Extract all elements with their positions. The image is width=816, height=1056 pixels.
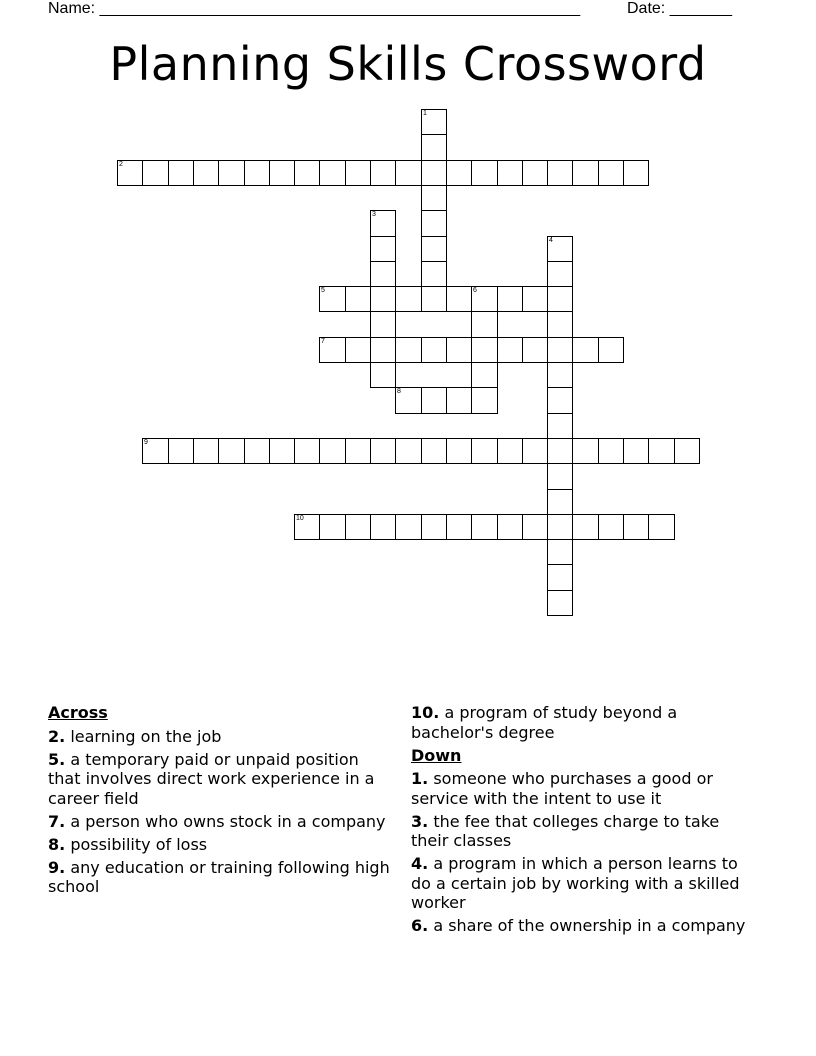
clue-number: 1.: [411, 769, 429, 788]
cell-number: 7: [321, 338, 325, 345]
crossword-cell[interactable]: [522, 160, 548, 186]
cell-number: 9: [144, 439, 148, 446]
crossword-cell[interactable]: [547, 514, 573, 540]
clue-down-4: [411, 854, 761, 913]
clue-text: a person who owns stock in a company: [70, 811, 386, 831]
clues-right-column: [411, 703, 761, 939]
crossword-cell[interactable]: [319, 160, 346, 186]
crossword-cell[interactable]: [572, 438, 599, 464]
crossword-cell[interactable]: [269, 160, 295, 186]
crossword-cell[interactable]: [572, 337, 599, 363]
clue-number: 2.: [48, 726, 66, 746]
cell-number: 1: [423, 110, 427, 117]
crossword-cell[interactable]: [395, 387, 422, 414]
cell-number: 5: [321, 287, 325, 294]
clue-text: possibility of loss: [70, 834, 208, 854]
crossword-cell[interactable]: [319, 514, 346, 540]
crossword-cell[interactable]: [421, 438, 447, 464]
clue-number: 6.: [411, 916, 429, 935]
crossword-cell[interactable]: [497, 160, 523, 186]
crossword-cell[interactable]: [547, 438, 573, 464]
crossword-cell[interactable]: [547, 236, 573, 262]
crossword-cell[interactable]: [598, 160, 624, 186]
crossword-cell[interactable]: [168, 160, 194, 186]
crossword-cell[interactable]: [370, 286, 396, 312]
crossword-cell[interactable]: [497, 286, 523, 312]
crossword-cell[interactable]: [623, 438, 649, 464]
crossword-cell[interactable]: [193, 160, 219, 186]
crossword-cell[interactable]: [395, 438, 422, 464]
crossword-cell[interactable]: [345, 286, 371, 312]
crossword-cell[interactable]: [674, 438, 700, 464]
crossword-cell[interactable]: [421, 261, 447, 287]
crossword-cell[interactable]: [547, 160, 573, 186]
crossword-cell[interactable]: [598, 438, 624, 464]
cell-number: 8: [397, 388, 401, 395]
crossword-cell[interactable]: [168, 438, 194, 464]
clue-down-3: [411, 812, 761, 851]
crossword-cell[interactable]: [370, 311, 396, 338]
crossword-cell[interactable]: [471, 311, 498, 338]
cell-number: 4: [549, 237, 553, 244]
crossword-cell[interactable]: [142, 438, 169, 464]
cell-number: 3: [372, 211, 376, 218]
clue-text: a share of the ownership in a company: [433, 916, 746, 935]
crossword-cell[interactable]: [193, 438, 219, 464]
clue-text: a program in which a person learns to do a certain job by working with a skilled worker: [411, 854, 740, 912]
crossword-cell[interactable]: [370, 438, 396, 464]
crossword-cell[interactable]: [471, 337, 498, 363]
clue-number: 10.: [411, 703, 440, 722]
crossword-cell[interactable]: [345, 337, 371, 363]
crossword-cell[interactable]: [421, 210, 447, 237]
clue-text: a program of study beyond a bachelor's degree: [411, 703, 678, 742]
crossword-cell[interactable]: [547, 337, 573, 363]
crossword-cell[interactable]: [244, 160, 270, 186]
crossword-cell[interactable]: [623, 514, 649, 540]
crossword-cell[interactable]: [117, 160, 143, 186]
crossword-cell[interactable]: [648, 438, 675, 464]
crossword-cell[interactable]: [294, 160, 320, 186]
clue-across-9: [48, 858, 393, 897]
cell-number: 2: [119, 161, 123, 168]
crossword-cell[interactable]: [547, 564, 573, 591]
down-clue-list: [411, 769, 761, 936]
crossword-cell[interactable]: [421, 185, 447, 211]
clue-text: any education or training following high school: [48, 857, 390, 896]
crossword-cell[interactable]: [522, 514, 548, 540]
crossword-cell[interactable]: [345, 438, 371, 464]
crossword-cell[interactable]: [471, 514, 498, 540]
cell-number: 6: [473, 287, 477, 294]
crossword-cell[interactable]: [218, 160, 245, 186]
down-heading: Down: [411, 745, 462, 765]
cell-number: 10: [296, 515, 304, 522]
crossword-cell[interactable]: [421, 236, 447, 262]
crossword-cell[interactable]: [395, 160, 422, 186]
crossword-cell[interactable]: [421, 337, 447, 363]
clue-text: someone who purchases a good or service with the intent to use it: [411, 769, 713, 808]
crossword-cell[interactable]: [572, 514, 599, 540]
clue-number: 4.: [411, 854, 429, 873]
crossword-cell[interactable]: [345, 160, 371, 186]
crossword-cell[interactable]: [421, 387, 447, 414]
clue-text: a temporary paid or unpaid position that involves direct work experience in a career field: [48, 749, 375, 808]
crossword-cell[interactable]: [269, 438, 295, 464]
clue-across-5: [48, 750, 393, 809]
crossword-cell[interactable]: [522, 286, 548, 312]
across-clue-list: [48, 727, 393, 897]
crossword-cell[interactable]: [319, 337, 346, 363]
crossword-cell[interactable]: [648, 514, 675, 540]
crossword-cell[interactable]: [547, 413, 573, 439]
across-clue-list-continued: [411, 703, 761, 742]
crossword-cell[interactable]: [421, 514, 447, 540]
crossword-cell[interactable]: [370, 362, 396, 388]
crossword-cell[interactable]: [446, 438, 472, 464]
crossword-cell[interactable]: [572, 160, 599, 186]
crossword-cell[interactable]: [370, 210, 396, 237]
name-field[interactable]: Name: ______________________________________________________: [48, 0, 581, 17]
clue-text: learning on the job: [70, 726, 222, 746]
crossword-cell[interactable]: [446, 286, 472, 312]
crossword-cell[interactable]: [497, 337, 523, 363]
crossword-cell[interactable]: [547, 362, 573, 388]
clue-across-7: [48, 812, 393, 832]
clue-number: 7.: [48, 811, 66, 831]
crossword-cell[interactable]: [395, 514, 422, 540]
crossword-cell[interactable]: [345, 514, 371, 540]
crossword-cell[interactable]: [319, 438, 346, 464]
clue-across-10: [411, 703, 761, 742]
crossword-cell[interactable]: [370, 514, 396, 540]
crossword-cell[interactable]: [547, 489, 573, 515]
page-title: Planning Skills Crossword: [109, 37, 707, 91]
crossword-cell[interactable]: [471, 286, 498, 312]
crossword-cell[interactable]: [471, 362, 498, 388]
crossword-cell[interactable]: [471, 387, 498, 414]
crossword-cell[interactable]: [547, 463, 573, 490]
crossword-cell[interactable]: [598, 514, 624, 540]
crossword-cell[interactable]: [547, 311, 573, 338]
crossword-cell[interactable]: [497, 438, 523, 464]
crossword-cell[interactable]: [471, 438, 498, 464]
crossword-cell[interactable]: [421, 134, 447, 161]
crossword-cell[interactable]: [421, 109, 447, 135]
crossword-cell[interactable]: [370, 236, 396, 262]
clue-down-6: [411, 916, 761, 936]
clue-across-2: [48, 727, 393, 747]
crossword-cell[interactable]: [395, 286, 422, 312]
clues-left-column: [48, 703, 393, 900]
clue-number: 5.: [48, 749, 66, 769]
crossword-cell[interactable]: [547, 261, 573, 287]
clue-number: 8.: [48, 834, 66, 854]
crossword-cell[interactable]: [319, 286, 346, 312]
clue-number: 9.: [48, 857, 66, 877]
crossword-cell[interactable]: [497, 514, 523, 540]
crossword-cell[interactable]: [446, 514, 472, 540]
crossword-cell[interactable]: [294, 514, 320, 540]
crossword-cell[interactable]: [623, 160, 649, 186]
crossword-cell[interactable]: [370, 337, 396, 363]
crossword-cell[interactable]: [471, 160, 498, 186]
crossword-cell[interactable]: [370, 261, 396, 287]
crossword-cell[interactable]: [218, 438, 245, 464]
crossword-cell[interactable]: [446, 387, 472, 414]
clue-number: 3.: [411, 811, 429, 831]
crossword-cell[interactable]: [446, 160, 472, 186]
crossword-cell[interactable]: [395, 337, 422, 363]
date-field[interactable]: Date: _______: [627, 0, 732, 17]
across-heading: Across: [48, 703, 108, 722]
crossword-cell[interactable]: [142, 160, 169, 186]
crossword-cell[interactable]: [547, 286, 573, 312]
crossword-cell[interactable]: [244, 438, 270, 464]
crossword-cell[interactable]: [421, 160, 447, 186]
clue-across-8: [48, 835, 393, 855]
crossword-cell[interactable]: [370, 160, 396, 186]
crossword-cell[interactable]: [294, 438, 320, 464]
crossword-cell[interactable]: [522, 438, 548, 464]
crossword-cell[interactable]: [547, 387, 573, 414]
crossword-cell[interactable]: [547, 539, 573, 565]
crossword-cell[interactable]: [598, 337, 624, 363]
crossword-cell[interactable]: [522, 337, 548, 363]
crossword-cell[interactable]: [446, 337, 472, 363]
clue-down-1: [411, 769, 761, 808]
clue-text: the fee that colleges charge to take their classes: [411, 811, 720, 850]
crossword-cell[interactable]: [421, 286, 447, 312]
crossword-cell[interactable]: [547, 590, 573, 616]
